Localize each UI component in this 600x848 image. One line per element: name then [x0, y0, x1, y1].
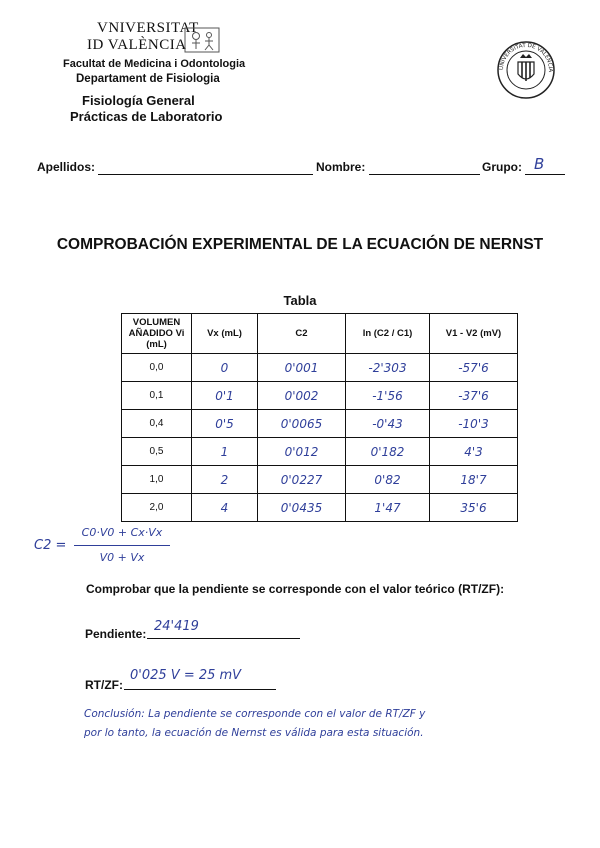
name-label: Nombre: [316, 160, 366, 174]
surname-field[interactable] [98, 174, 313, 175]
cell-voltage[interactable]: -10'3 [430, 410, 518, 438]
cell-volume: 1,0 [122, 466, 192, 494]
cell-c2[interactable]: 0'001 [258, 354, 346, 382]
cell-c2[interactable]: 0'0065 [258, 410, 346, 438]
header-volume: VOLUMEN AÑADIDO Vi (mL) [122, 314, 192, 354]
cell-vx[interactable]: 0 [192, 354, 258, 382]
table-title: Tabla [283, 293, 317, 308]
cell-c2[interactable]: 0'0435 [258, 494, 346, 522]
department-name: Departament de Fisiologia [76, 73, 220, 85]
table-row [122, 410, 518, 438]
cell-c2[interactable]: 0'012 [258, 438, 346, 466]
cell-voltage[interactable]: -57'6 [430, 354, 518, 382]
cell-ln[interactable]: -0'43 [346, 410, 430, 438]
fraction-bar [74, 545, 170, 546]
rtzf-label: RT/ZF: [85, 678, 123, 692]
seal-text: UNIVERSITAT DE VALÈNCIA [498, 42, 554, 73]
table-row [122, 354, 518, 382]
cell-vx[interactable]: 2 [192, 466, 258, 494]
cell-ln[interactable]: 0'182 [346, 438, 430, 466]
cell-vx[interactable]: 0'1 [192, 382, 258, 410]
university-seal-icon [496, 40, 556, 100]
cell-voltage[interactable]: -37'6 [430, 382, 518, 410]
table-row [122, 438, 518, 466]
rtzf-field[interactable] [124, 689, 276, 690]
course-name: Fisiología General [82, 93, 195, 108]
cell-volume: 0,1 [122, 382, 192, 410]
cell-c2[interactable]: 0'0227 [258, 466, 346, 494]
name-field[interactable] [369, 174, 480, 175]
cell-volume: 0,0 [122, 354, 192, 382]
group-label: Grupo: [482, 160, 522, 174]
slope-field[interactable] [147, 638, 300, 639]
page-title: COMPROBACIÓN EXPERIMENTAL DE LA ECUACIÓN DE NERNST [56, 236, 544, 253]
practice-name: Prácticas de Laboratorio [70, 109, 223, 124]
cell-vx[interactable]: 0'5 [192, 410, 258, 438]
table-row [122, 382, 518, 410]
conclusion-line2: por lo tanto, la ecuación de Nernst es válida para esta situación. [84, 727, 424, 739]
faculty-name: Facultat de Medicina i Odontologia [63, 58, 246, 70]
header-c2: C2 [258, 314, 346, 354]
table-row [122, 466, 518, 494]
university-name-line2: ID VALÈNCIA [87, 37, 187, 53]
header-voltage: V1 - V2 (mV) [430, 314, 518, 354]
cell-ln[interactable]: -1'56 [346, 382, 430, 410]
formula-lhs: C2 = [34, 538, 67, 553]
group-value: B [534, 155, 545, 173]
table-header-row [122, 314, 518, 354]
cell-volume: 0,5 [122, 438, 192, 466]
cell-c2[interactable]: 0'002 [258, 382, 346, 410]
cell-vx[interactable]: 1 [192, 438, 258, 466]
surname-label: Apellidos: [37, 160, 96, 174]
cell-voltage[interactable]: 35'6 [430, 494, 518, 522]
university-logo-icon [184, 27, 220, 53]
slope-label: Pendiente: [85, 627, 147, 641]
group-field[interactable] [525, 174, 565, 175]
cell-voltage[interactable]: 18'7 [430, 466, 518, 494]
cell-voltage[interactable]: 4'3 [430, 438, 518, 466]
cell-ln[interactable]: 1'47 [346, 494, 430, 522]
rtzf-value: 0'025 V = 25 mV [130, 668, 242, 683]
table-row [122, 494, 518, 522]
formula-numerator: C0·V0 + Cx·Vx [81, 526, 163, 539]
data-table [121, 313, 518, 522]
header-vx: Vx (mL) [192, 314, 258, 354]
header-ln: ln (C2 / C1) [346, 314, 430, 354]
conclusion-line1: Conclusión: La pendiente se corresponde con el valor de RT/ZF y [84, 708, 426, 720]
cell-ln[interactable]: 0'82 [346, 466, 430, 494]
university-name-line1: VNIVERSITAT [97, 20, 199, 36]
cell-volume: 2,0 [122, 494, 192, 522]
cell-volume: 0,4 [122, 410, 192, 438]
formula-denominator: V0 + Vx [99, 551, 145, 564]
slope-value: 24'419 [154, 619, 199, 634]
cell-ln[interactable]: -2'303 [346, 354, 430, 382]
cell-vx[interactable]: 4 [192, 494, 258, 522]
slope-question: Comprobar que la pendiente se corresponde con el valor teórico (RT/ZF): [86, 582, 505, 596]
